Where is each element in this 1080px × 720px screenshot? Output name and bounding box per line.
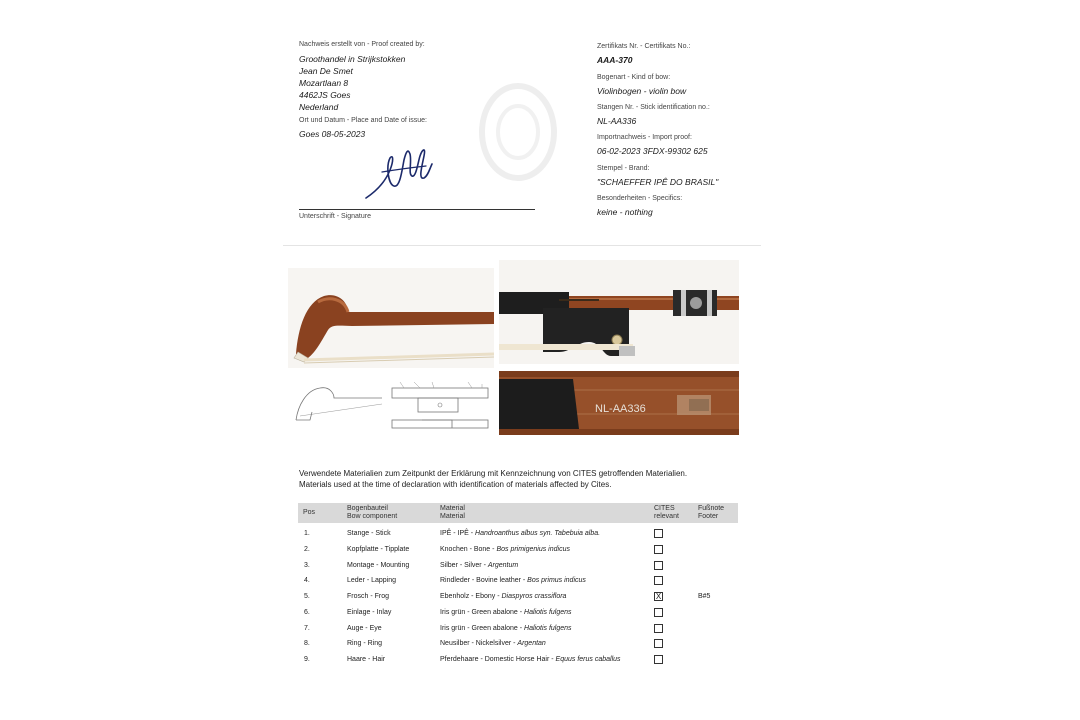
watermark-seal <box>478 82 558 182</box>
bow-kind-value: Violinbogen - violin bow <box>597 86 687 96</box>
row-material-common: Iris grün - Green abalone - <box>440 608 525 616</box>
row-material-common: Silber - Silver - <box>440 561 488 569</box>
row-material <box>440 577 586 584</box>
cites-checkbox[interactable] <box>654 545 663 554</box>
row-material-common: Iris grün - Green abalone - <box>440 624 525 632</box>
header-component-en: Bow component <box>347 513 398 520</box>
row-material <box>440 640 546 647</box>
row-component: Haare - Hair <box>347 656 386 663</box>
row-component: Stange - Stick <box>347 530 391 537</box>
import-proof-label: Importnachweis - Import proof: <box>597 134 692 141</box>
section-divider <box>283 245 761 246</box>
stick-id-label: Stangen Nr. - Stick identification no.: <box>597 104 710 111</box>
place-date-value: Goes 08-05-2023 <box>299 129 366 139</box>
issuer-line: Nederland <box>299 102 339 112</box>
row-material-scientific: Equus ferus caballus <box>555 656 621 663</box>
row-material-scientific: Bos primigenius indicus <box>496 545 570 553</box>
row-pos: 3. <box>304 561 310 569</box>
row-component: Einlage - Inlay <box>347 608 392 616</box>
proof-created-by-label: Nachweis erstellt von - Proof created by: <box>299 41 425 48</box>
header-material <box>440 505 465 521</box>
row-component: Montage - Mounting <box>347 561 410 569</box>
row-pos: 8. <box>304 640 310 648</box>
stick-closeup-photo <box>499 371 739 435</box>
specifics-value: keine - nothing <box>597 207 653 217</box>
table-row <box>298 543 738 559</box>
row-material-scientific: Diaspyros crassiflora <box>501 593 567 600</box>
cites-checkbox[interactable] <box>654 639 663 648</box>
bow-parts-diagram <box>292 376 492 436</box>
row-material-common: Neusilber - Nickelsilver - <box>440 640 518 648</box>
bow-frog-photo <box>499 260 739 364</box>
certificate-no-label: Zertifikats Nr. - Certifikats No.: <box>597 43 691 50</box>
table-header <box>298 503 738 523</box>
issuer-address <box>299 53 405 113</box>
certificate-no-value: AAA-370 <box>597 55 633 65</box>
row-material <box>440 593 566 600</box>
signature-label: Unterschrift - Signature <box>299 213 371 220</box>
row-pos: 2. <box>304 545 310 553</box>
row-pos: 7. <box>304 624 310 632</box>
row-material-scientific: Haliotis fulgens <box>524 608 572 616</box>
row-pos: 5. <box>304 593 310 600</box>
brand-label: Stempel - Brand: <box>597 165 650 172</box>
row-material-common: Pferdehaare - Domestic Horse Hair - <box>440 656 556 663</box>
materials-intro-de: Verwendete Materialien zum Zeitpunkt der Erklärung mit Kennzeichnung von CITES getroffenden Materialien. <box>299 469 688 478</box>
bow-tip-photo <box>288 268 494 368</box>
row-pos: 9. <box>304 656 310 663</box>
table-row <box>298 606 738 622</box>
bow-kind-label: Bogenart - Kind of bow: <box>597 74 671 81</box>
header-component-de: Bogenbauteil <box>347 505 388 512</box>
row-material <box>440 546 570 553</box>
signature-image <box>360 140 440 205</box>
row-footnote: B#5 <box>698 593 711 600</box>
row-material <box>440 625 572 632</box>
place-date-label: Ort und Datum - Place and Date of issue: <box>299 117 428 124</box>
header-footnote-2: Footer <box>698 513 719 520</box>
header-component <box>347 505 397 521</box>
cites-checkbox[interactable] <box>654 624 663 633</box>
header-cites-1: CITES <box>654 505 675 512</box>
header-footnote <box>698 505 724 521</box>
stick-id-value: NL-AA336 <box>597 116 637 126</box>
row-component: Leder - Lapping <box>347 577 397 585</box>
table-row <box>298 590 738 606</box>
row-component: Kopfplatte - Tipplate <box>347 545 410 553</box>
signature-line <box>299 209 535 210</box>
header-cites <box>654 505 679 521</box>
row-material-scientific: Bos primus indicus <box>527 577 586 585</box>
row-material <box>440 562 518 569</box>
table-row <box>298 559 738 575</box>
cites-checkbox[interactable] <box>654 561 663 570</box>
cites-checkbox[interactable] <box>654 576 663 585</box>
materials-intro-en: Materials used at the time of declaration with identification of materials affected by Cites. <box>299 480 612 489</box>
header-footnote-1: Fußnote <box>698 505 725 512</box>
header-cites-2: relevant <box>654 513 679 520</box>
stick-stamp-text: NL-AA336 <box>595 403 646 415</box>
issuer-line: Jean De Smet <box>299 66 353 76</box>
table-row <box>298 653 738 669</box>
row-material <box>440 656 621 663</box>
issuer-line: Mozartlaan 8 <box>299 78 349 88</box>
row-component: Ring - Ring <box>347 640 383 648</box>
header-pos: Pos <box>303 509 316 516</box>
row-material <box>440 609 572 616</box>
brand-value: "SCHAEFFER IPÊ DO BRASIL" <box>597 177 719 187</box>
row-material-common: IPÊ - IPÊ - <box>440 530 476 537</box>
row-component: Frosch - Frog <box>347 593 390 600</box>
header-material-en: Material <box>440 513 465 520</box>
row-material-scientific: Argentan <box>517 640 546 648</box>
row-material-common: Rindleder - Bovine leather - <box>440 577 528 585</box>
cites-checkbox[interactable] <box>654 608 663 617</box>
import-proof-value: 06-02-2023 3FDX-99302 625 <box>597 146 708 156</box>
cites-checkbox[interactable] <box>654 529 663 538</box>
cites-checkbox[interactable]: X <box>655 592 662 601</box>
specifics-label: Besonderheiten - Specifics: <box>597 195 683 202</box>
row-material-common: Ebenholz - Ebony - <box>440 593 502 600</box>
materials-table <box>298 503 738 669</box>
header-material-de: Material <box>440 505 465 512</box>
row-component: Auge - Eye <box>347 624 382 632</box>
row-material-scientific: Handroanthus albus syn. Tabebuia alba. <box>475 530 601 537</box>
row-material-scientific: Haliotis fulgens <box>524 624 572 632</box>
table-row <box>298 622 738 638</box>
row-pos: 6. <box>304 608 310 616</box>
row-pos: 4. <box>304 577 310 585</box>
table-row <box>298 637 738 653</box>
cites-checkbox[interactable] <box>654 655 663 664</box>
issuer-line: Groothandel in Strijkstokken <box>299 54 406 64</box>
row-material-common: Knochen - Bone - <box>440 545 497 553</box>
table-row <box>298 527 738 543</box>
table-row <box>298 574 738 590</box>
row-material-scientific: Argentum <box>487 561 519 569</box>
row-material <box>440 530 600 537</box>
row-pos: 1. <box>304 530 310 537</box>
issuer-line: 4462JS Goes <box>299 90 351 100</box>
